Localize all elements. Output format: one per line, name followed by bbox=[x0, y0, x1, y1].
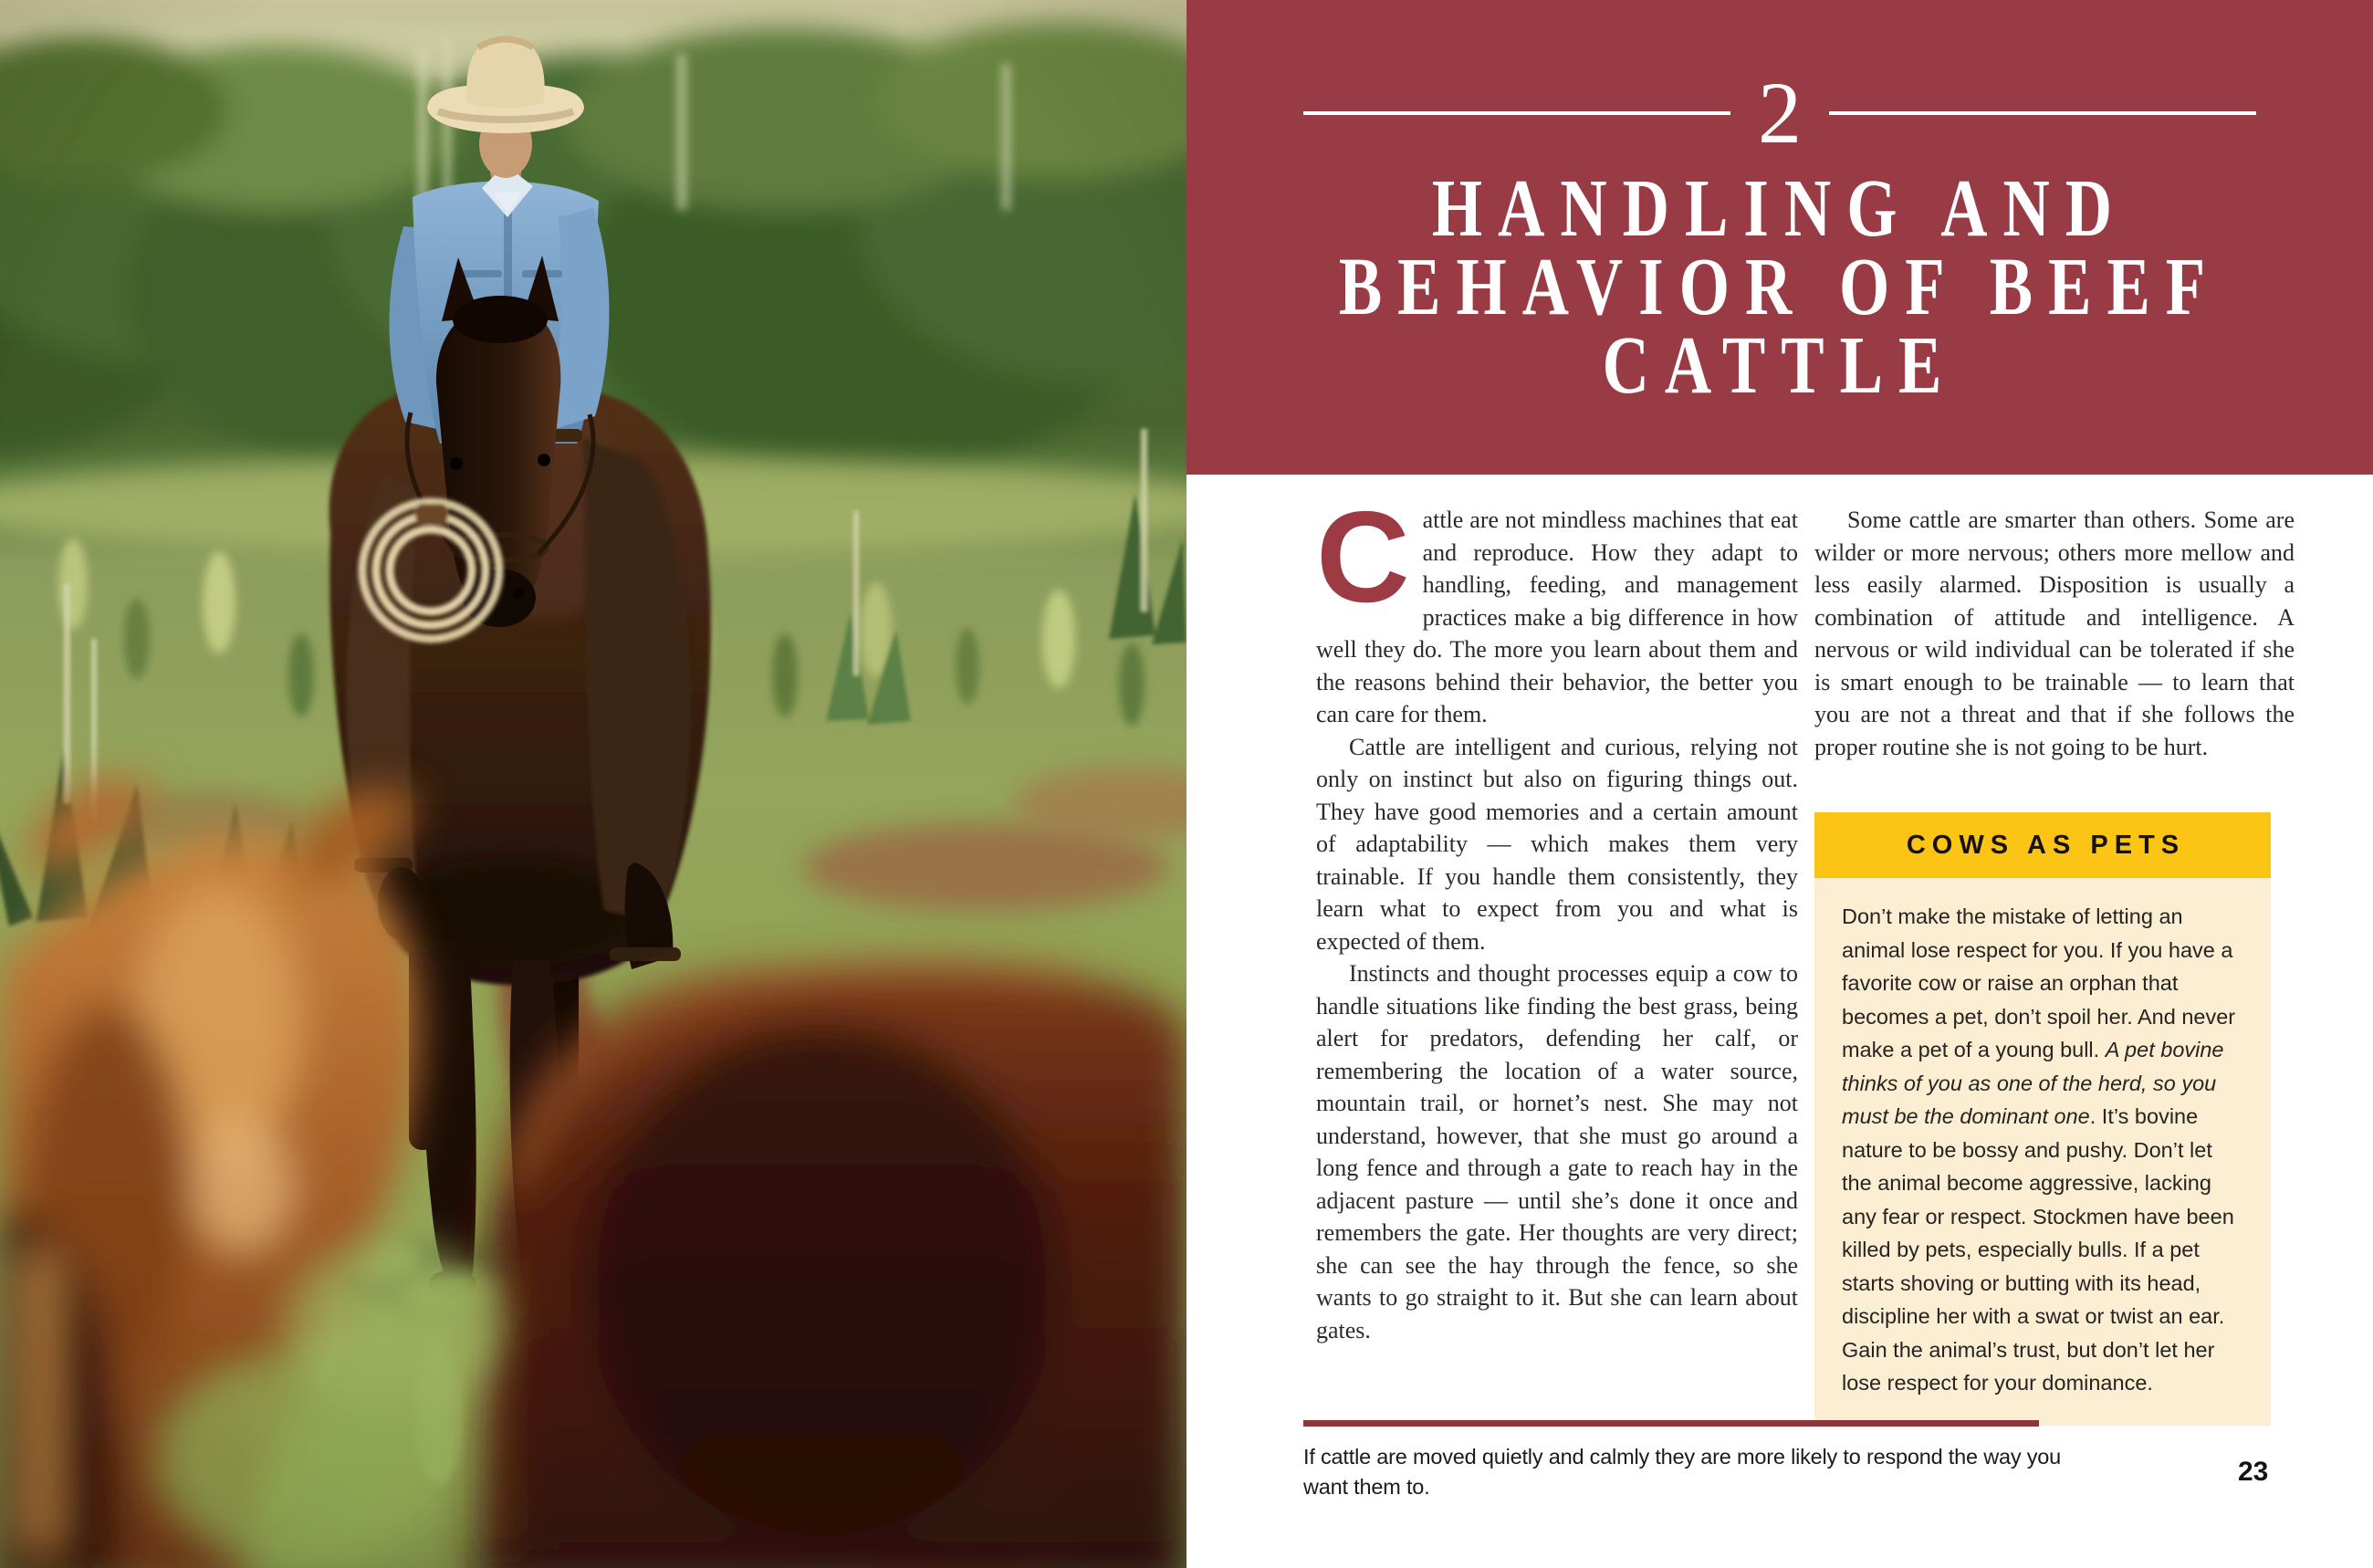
sidebar-text: . It’s bovine nature to be bossy and pushy. Don’t let the animal become aggressive, lacking any fear or respect. Stockmen have been killed by pets, especially bulls. If a pet starts shoving or butting with its head, discipline her with a swat or twist an ear. Gain the animal’s trust, but don’t let her lose respect for your dominance. bbox=[1842, 1104, 2234, 1395]
chapter-title-line: CATTLE bbox=[1602, 320, 1958, 412]
chapter-rule-left bbox=[1303, 111, 1730, 115]
body-paragraph: Some cattle are smarter than others. Some are wilder or more nervous; others more mellow and less easily alarmed. Disposition is usually a combination of attitude and intelligence. A nervous or wild individual can be tolerated if she is smart enough to be trainable — to learn that you are not a threat and that if she follows the proper routine she is not going to be hurt. bbox=[1814, 507, 2295, 760]
ranch-photo-illustration bbox=[0, 0, 1186, 1568]
chapter-number: 2 bbox=[1758, 64, 1802, 162]
chapter-rule-right bbox=[1829, 111, 2256, 115]
text-column-1 bbox=[1316, 485, 1798, 1346]
caption-rule bbox=[1303, 1420, 2039, 1427]
sidebar-text: Don’t make the mistake of letting an animal lose respect for you. If you have a favorite cow or raise an orphan that becomes a pet, don’t spoil her. And never make a pet of a young bull. bbox=[1842, 904, 2236, 1061]
chapter-opener-band bbox=[1186, 0, 2373, 475]
paragraph-text: attle are not mindless machines that eat and reproduce. How they adapt to handling, feeding, and management practices make a big difference in how well they do. The more you learn about them and the reasons behind their behavior, the better you can care for them. bbox=[1316, 507, 1798, 727]
chapter-page bbox=[1186, 0, 2373, 1568]
drop-cap: C bbox=[1316, 485, 1410, 630]
cows-as-pets-sidebar bbox=[1814, 812, 2271, 1426]
body-paragraph bbox=[1316, 485, 1798, 731]
vignette bbox=[0, 0, 1186, 1568]
sidebar-body bbox=[1814, 878, 2271, 1426]
text-column-2 bbox=[1814, 504, 2295, 1426]
sidebar-text-italic: A pet bovine thinks of you as one of the herd, so you must be the dominant one bbox=[1842, 1038, 2224, 1128]
page-number: 23 bbox=[2238, 1457, 2269, 1487]
photo-caption: If cattle are moved quietly and calmly they are more likely to respond the way you want them to. bbox=[1303, 1445, 2062, 1499]
chapter-title-line: BEHAVIOR OF BEEF bbox=[1338, 242, 2221, 333]
ranch-photo bbox=[0, 0, 1186, 1568]
body-paragraph: Instincts and thought processes equip a cow to handle situations like finding the best grass, being alert for predators, defending her calf, or remembering the location of a water source, mountain trail, or hornet’s nest. She may not understand, however, that she must go around a long fence and through a gate to reach hay in the adjacent pasture — until she’s done it once and remembers the gate. Her thoughts are very direct; she can see the hay through the fence, so she wants to go straight to it. But she can learn about gates. bbox=[1316, 960, 1798, 1343]
sidebar-title: COWS AS PETS bbox=[1814, 812, 2271, 878]
chapter-number-row bbox=[1186, 66, 2373, 161]
chapter-title-line: HANDLING AND bbox=[1431, 163, 2128, 255]
body-paragraph: Cattle are intelligent and curious, relying not only on instinct but also on figuring things out. They have good memories and a certain amount of adaptability — which makes them very trainable. If you handle them consistently, they learn what to expect from you and what is expected of them. bbox=[1316, 733, 1798, 955]
chapter-title bbox=[1186, 163, 2373, 412]
